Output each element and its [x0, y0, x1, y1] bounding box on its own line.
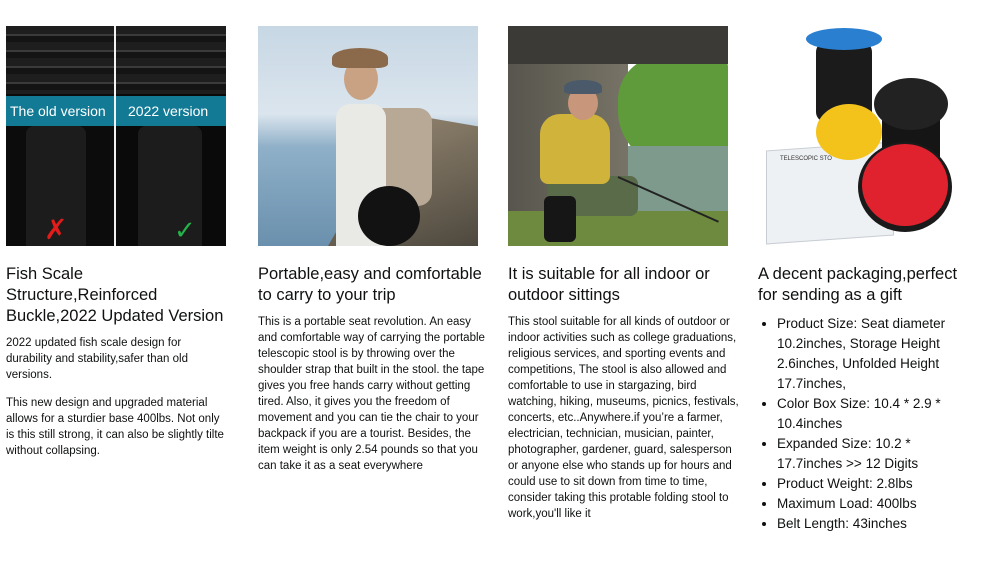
- stool-on-back: [358, 186, 420, 246]
- spec-item: • Expanded Size: 10.2 * 17.7inches >> 12 Digits: [777, 434, 978, 474]
- feature-description: [258, 314, 488, 474]
- old-version-label: The old version: [6, 96, 114, 126]
- feature-description: [6, 335, 228, 459]
- spec-item: • Product Size: Seat diameter 10.2inches, Storage Height 2.6inches, Unfolded Height 17.7inches,: [777, 314, 978, 394]
- woman-carrying-stool-photo: [258, 26, 478, 246]
- man-fishing-photo: [508, 26, 728, 246]
- cross-mark-icon: ✗: [44, 214, 68, 245]
- old-version-photo: [6, 26, 114, 246]
- description-paragraph: This new design and upgraded material allows for a sturdier base 400lbs. Not only is this still strong, it can also be slightly tilte without collapsing.: [6, 397, 224, 457]
- spec-item: • Belt Length: 43inches: [777, 514, 978, 534]
- box-label: TELESCOPIC STO: [780, 156, 832, 162]
- feature-column-portable: [258, 26, 488, 486]
- yellow-stool: [816, 104, 882, 160]
- spec-item: • Color Box Size: 10.4 * 2.9 * 10.4inches: [777, 394, 978, 434]
- spec-item: • Maximum Load: 400lbs: [777, 494, 978, 514]
- feature-title: It is suitable for all indoor or outdoor sittings: [508, 265, 710, 304]
- check-mark-icon: ✓: [174, 215, 196, 245]
- feature-description: [508, 314, 740, 522]
- stool-in-use: [544, 196, 576, 242]
- image-divider: [114, 26, 116, 246]
- black-stool: [874, 78, 948, 130]
- packaging-photo: [758, 26, 978, 246]
- new-version-photo: [116, 26, 226, 246]
- description-paragraph: 2022 updated fish scale design for durability and stability,safer than old versions.: [6, 337, 188, 381]
- feature-column-packaging: [758, 26, 978, 534]
- feature-column-usage: [508, 26, 740, 534]
- comparison-image: [6, 26, 226, 246]
- new-version-label: 2022 version: [116, 96, 226, 126]
- description-paragraph: This stool suitable for all kinds of outdoor or indoor activities such as college graduations, religious services, and sporting events and competitions, The stool is also allowed and comfortable to use in stargazing, bird watching, hiking, museums, picnics, festivals, concerts, etc..Anywhere.if you’re a farmer, electrician, technician, musician, painter, photographer, gardener, guard, salesperson or anyone else who stands up for hours and could use to sit down from time to time, consider taking this protable folding stool to work,you'll like it: [508, 316, 739, 520]
- blue-stool: [806, 28, 882, 50]
- description-paragraph: This is a portable seat revolution. An easy and comfortable way of carrying the portable telescopic stool is by throwing over the shoulder strap that built in the stool. the tape gives you free hands carry without getting tired. Also, it gives you the freedom of movement and you can tie the chair to your backpack if you are a tourist. Besides, the item weight is only 2.54 pounds so that you can take it as a seat everywhere: [258, 316, 485, 472]
- feature-title: A decent packaging,perfect for sending as a gift: [758, 265, 958, 304]
- spec-item: • Product Weight: 2.8lbs: [777, 474, 978, 494]
- feature-title: Portable,easy and comfortable to carry to your trip: [258, 265, 482, 304]
- spec-list-container: [758, 314, 978, 534]
- feature-title: Fish Scale Structure,Reinforced Buckle,2022 Updated Version: [6, 265, 224, 325]
- red-stool: [862, 144, 948, 226]
- feature-column-structure: [6, 26, 228, 471]
- spec-list: [758, 314, 978, 534]
